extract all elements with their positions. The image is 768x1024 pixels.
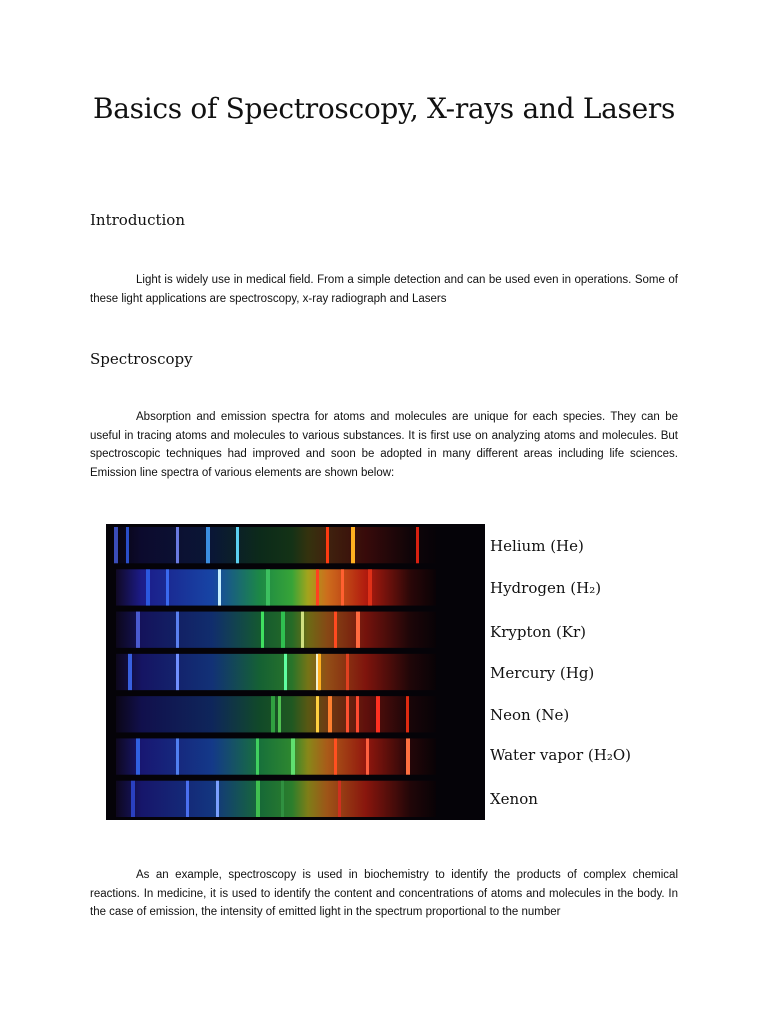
introduction-paragraph: Light is widely use in medical field. From a simple detection and can be used even in operations. Some of these light applications are spectroscopy, x-ray radiograph and Lasers [90, 274, 678, 305]
emission-line [166, 569, 169, 605]
emission-spectra-figure [106, 524, 636, 820]
emission-line [368, 569, 372, 605]
spectrum-band [116, 527, 436, 563]
emission-line [176, 612, 179, 648]
emission-line [316, 696, 319, 732]
emission-line [328, 696, 332, 732]
emission-line [256, 781, 260, 817]
emission-line [206, 527, 210, 563]
emission-line [218, 569, 221, 605]
spectrum-band [116, 738, 436, 774]
section-heading-introduction: Introduction [90, 211, 185, 229]
emission-line [334, 612, 337, 648]
spectrum-band [116, 696, 436, 732]
emission-line [266, 569, 270, 605]
emission-line [176, 654, 179, 690]
emission-line [416, 527, 419, 563]
emission-line [136, 738, 140, 774]
emission-line [146, 569, 150, 605]
emission-line [318, 654, 321, 690]
element-label-mercury: Mercury (Hg) [490, 664, 595, 682]
element-label-xenon: Xenon [490, 790, 538, 808]
emission-line [346, 654, 349, 690]
emission-line [271, 696, 275, 732]
emission-line [356, 696, 359, 732]
emission-line [366, 738, 369, 774]
spectrum-band [116, 781, 436, 817]
emission-line [278, 696, 281, 732]
example-paragraph: As an example, spectroscopy is used in biochemistry to identify the products of complex chemical reactions. In medicine, it is used to identify the content and concentrations of atoms and molecules in the body. In the case of emission, the intensity of emitted light in the spectrum proportional to the number [90, 869, 678, 918]
element-label-helium: Helium (He) [490, 537, 584, 555]
emission-line [136, 612, 140, 648]
emission-line [176, 738, 179, 774]
emission-line [338, 781, 341, 817]
element-label-water-vapor: Water vapor (H₂O) [490, 746, 631, 764]
emission-line [341, 569, 344, 605]
emission-line [301, 612, 304, 648]
emission-line [216, 781, 219, 817]
emission-line [256, 738, 259, 774]
emission-line [326, 527, 329, 563]
element-label-krypton: Krypton (Kr) [490, 623, 587, 641]
emission-line [284, 654, 287, 690]
emission-line [316, 569, 319, 605]
emission-line [356, 612, 360, 648]
emission-line [128, 654, 132, 690]
emission-line [334, 738, 337, 774]
spectroscopy-paragraph: Absorption and emission spectra for atoms and molecules are unique for each species. They can be useful in tracing atoms and molecules to various substances. It is first use on analyzing atoms and molecules. But spectroscopic techniques had improved and soon be adopted in many different areas including life sciences. Emission line spectra of various elements are shown below: [90, 411, 678, 479]
emission-line [236, 527, 239, 563]
emission-line [126, 527, 129, 563]
emission-spectra-image [106, 524, 485, 820]
element-label-hydrogen: Hydrogen (H₂) [490, 579, 602, 597]
emission-line [261, 612, 264, 648]
emission-line [131, 781, 135, 817]
emission-line [281, 781, 284, 817]
section-heading-spectroscopy: Spectroscopy [90, 350, 193, 368]
spectrum-band [116, 612, 436, 648]
emission-line [114, 527, 118, 563]
emission-line [351, 527, 355, 563]
emission-line [186, 781, 189, 817]
emission-line [376, 696, 380, 732]
emission-line [406, 738, 410, 774]
element-label-neon: Neon (Ne) [490, 706, 570, 724]
emission-line [176, 527, 179, 563]
spectrum-band [116, 569, 436, 605]
emission-line [346, 696, 349, 732]
emission-line [291, 738, 295, 774]
emission-line [406, 696, 409, 732]
document-title: Basics of Spectroscopy, X-rays and Lasers [92, 92, 676, 125]
spectrum-band [116, 654, 436, 690]
emission-line [281, 612, 285, 648]
